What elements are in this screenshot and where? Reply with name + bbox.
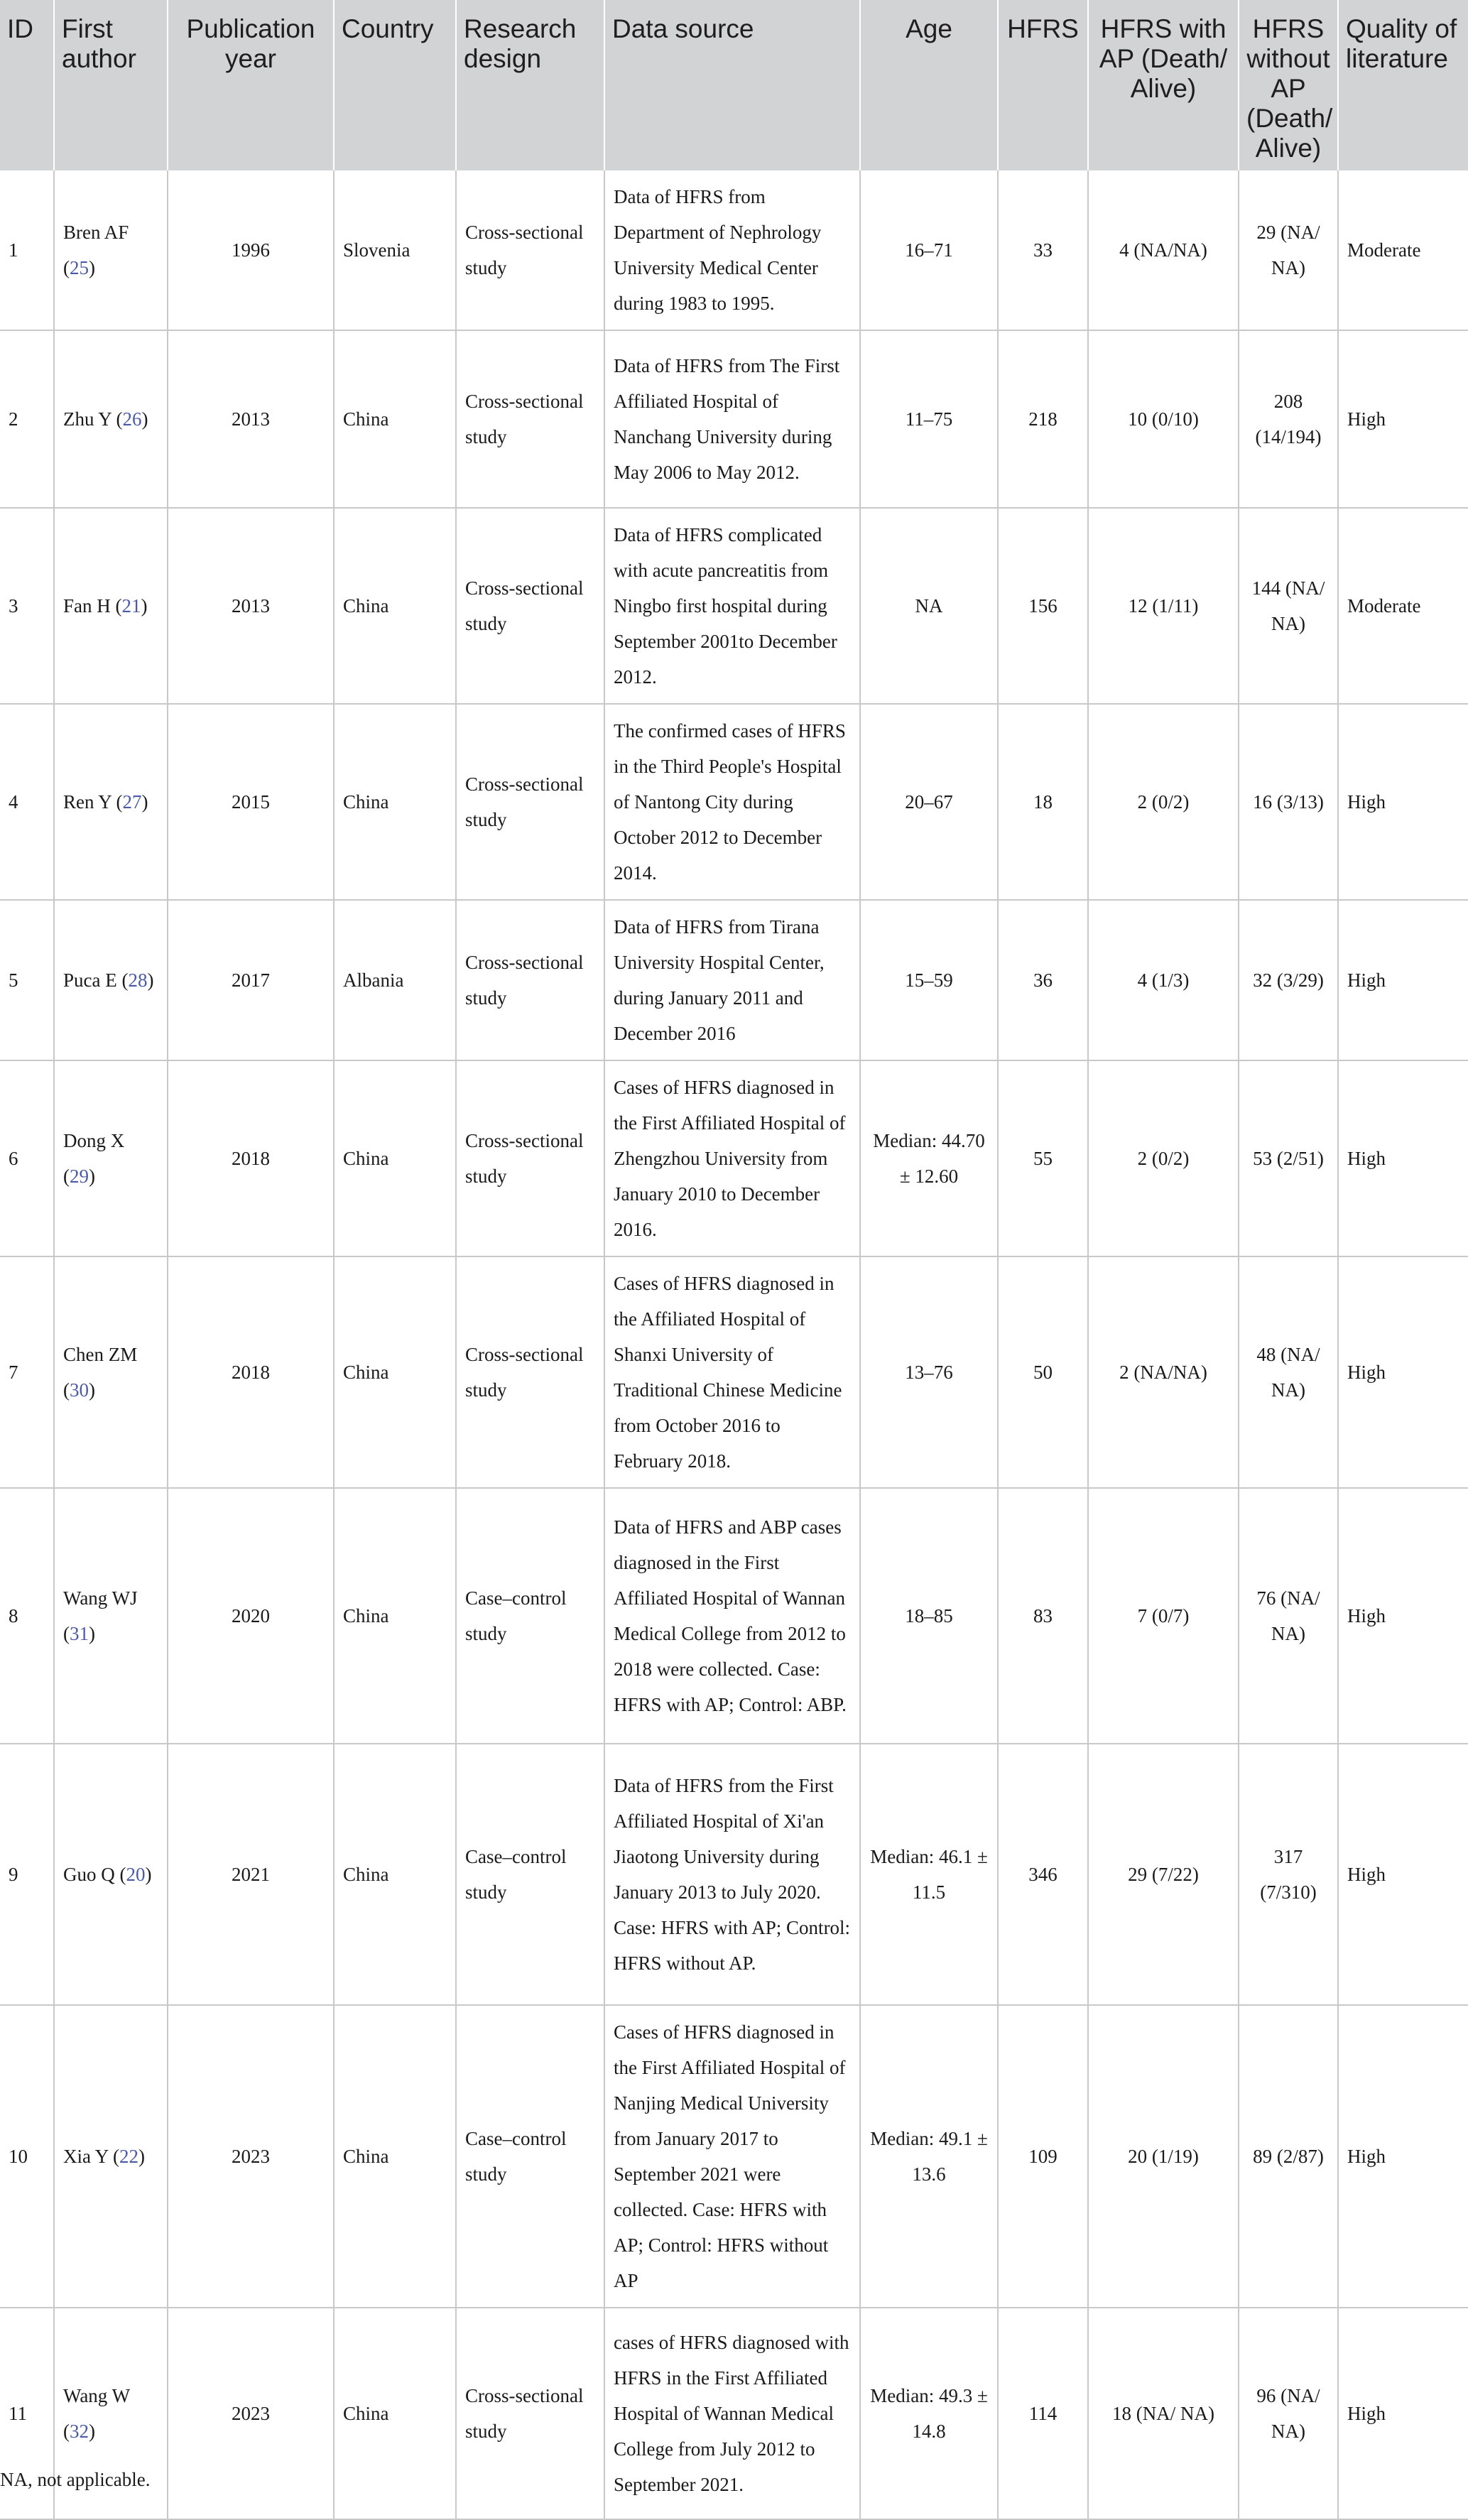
cell-age: Median: 46.1 ± 11.5 xyxy=(860,1744,998,2005)
cell-age: 13–76 xyxy=(860,1256,998,1488)
cell-country: Albania xyxy=(334,900,456,1060)
table-row xyxy=(0,330,1468,508)
cell-without-ap: 29 (NA/ NA) xyxy=(1239,170,1338,330)
cell-year: 2018 xyxy=(168,1256,334,1488)
cell-country: China xyxy=(334,704,456,900)
cell-without-ap: 317 (7/310) xyxy=(1239,1744,1338,2005)
cell-age: 15–59 xyxy=(860,900,998,1060)
header-research-design: Research design xyxy=(456,0,604,170)
cell-with-ap: 10 (0/10) xyxy=(1088,330,1239,508)
cell-id: 6 xyxy=(0,1060,54,1256)
cell-without-ap: 32 (3/29) xyxy=(1239,900,1338,1060)
author-name: Chen ZM xyxy=(63,1344,138,1365)
cell-hfrs: 33 xyxy=(998,170,1088,330)
cell-hfrs: 346 xyxy=(998,1744,1088,2005)
header-id: ID xyxy=(0,0,54,170)
cell-without-ap: 144 (NA/ NA) xyxy=(1239,508,1338,704)
cell-quality: High xyxy=(1338,900,1468,1060)
cell-without-ap: 16 (3/13) xyxy=(1239,704,1338,900)
cell-with-ap: 29 (7/22) xyxy=(1088,1744,1239,2005)
author-name: Wang WJ xyxy=(63,1587,138,1609)
cell-with-ap: 4 (NA/NA) xyxy=(1088,170,1239,330)
cell-country: China xyxy=(334,330,456,508)
cell-design: Case–control study xyxy=(456,2005,604,2308)
cell-hfrs: 36 xyxy=(998,900,1088,1060)
table-row xyxy=(0,170,1468,330)
cell-quality: High xyxy=(1338,1256,1468,1488)
cell-id: 8 xyxy=(0,1488,54,1744)
author-name: Wang W xyxy=(63,2385,130,2406)
cell-year: 2023 xyxy=(168,2308,334,2519)
cell-id: 7 xyxy=(0,1256,54,1488)
cell-source: Data of HFRS from Tirana University Hospital Center, during January 2011 and December 2016 xyxy=(604,900,860,1060)
cell-design: Cross-sectional study xyxy=(456,2308,604,2519)
cell-with-ap: 2 (0/2) xyxy=(1088,1060,1239,1256)
author-name: Bren AF xyxy=(63,222,129,243)
cell-design: Cross-sectional study xyxy=(456,170,604,330)
header-hfrs-with-ap: HFRS with AP (Death/ Alive) xyxy=(1088,0,1239,170)
cell-with-ap: 18 (NA/ NA) xyxy=(1088,2308,1239,2519)
cell-year: 2018 xyxy=(168,1060,334,1256)
author-name: Zhu Y xyxy=(63,408,112,430)
cell-age: 11–75 xyxy=(860,330,998,508)
cell-with-ap: 7 (0/7) xyxy=(1088,1488,1239,1744)
cell-hfrs: 50 xyxy=(998,1256,1088,1488)
cell-quality: Moderate xyxy=(1338,508,1468,704)
cell-source: Cases of HFRS diagnosed in the Affiliated Hospital of Shanxi University of Traditional Chinese Medicine from October 2016 to February 2018. xyxy=(604,1256,860,1488)
cell-country: China xyxy=(334,1060,456,1256)
cell-author: Wang WJ (31) xyxy=(54,1488,168,1744)
cell-age: NA xyxy=(860,508,998,704)
cell-year: 2013 xyxy=(168,508,334,704)
cell-source: Cases of HFRS diagnosed in the First Affiliated Hospital of Nanjing Medical University from January 2017 to September 2021 were collected. Case: HFRS with AP; Control: HFRS without AP xyxy=(604,2005,860,2308)
author-name: Ren Y xyxy=(63,791,112,813)
table-row xyxy=(0,508,1468,704)
table-footnote: NA, not applicable. xyxy=(0,2469,151,2490)
cell-design: Cross-sectional study xyxy=(456,900,604,1060)
cell-year: 2017 xyxy=(168,900,334,1060)
cell-design: Cross-sectional study xyxy=(456,1060,604,1256)
cell-author: Puca E (28) xyxy=(54,900,168,1060)
table-row xyxy=(0,1488,1468,1744)
table-row xyxy=(0,2005,1468,2308)
table-row xyxy=(0,900,1468,1060)
cell-design: Cross-sectional study xyxy=(456,704,604,900)
cell-source: cases of HFRS diagnosed with HFRS in the First Affiliated Hospital of Wannan Medical College from July 2012 to September 2021. xyxy=(604,2308,860,2519)
cell-year: 1996 xyxy=(168,170,334,330)
header-publication-year: Publication year xyxy=(168,0,334,170)
table-row xyxy=(0,1744,1468,2005)
reference-link[interactable]: 26 xyxy=(122,408,142,430)
table-row xyxy=(0,2308,1468,2519)
table-row xyxy=(0,704,1468,900)
reference-link[interactable]: 32 xyxy=(70,2421,89,2442)
cell-year: 2020 xyxy=(168,1488,334,1744)
reference-link[interactable]: 20 xyxy=(126,1864,146,1885)
reference-link[interactable]: 27 xyxy=(122,791,142,813)
cell-source: The confirmed cases of HFRS in the Third People's Hospital of Nantong City during October 2012 to December 2014. xyxy=(604,704,860,900)
cell-source: Data of HFRS and ABP cases diagnosed in the First Affiliated Hospital of Wannan Medical College from 2012 to 2018 were collected. Case: HFRS with AP; Control: ABP. xyxy=(604,1488,860,1744)
cell-quality: Moderate xyxy=(1338,170,1468,330)
header-hfrs-without-ap: HFRS without AP (Death/ Alive) xyxy=(1239,0,1338,170)
cell-id: 10 xyxy=(0,2005,54,2308)
table-row xyxy=(0,1256,1468,1488)
header-first-author: First author xyxy=(54,0,168,170)
cell-author: Bren AF (25) xyxy=(54,170,168,330)
cell-design: Cross-sectional study xyxy=(456,1256,604,1488)
cell-age: Median: 49.1 ± 13.6 xyxy=(860,2005,998,2308)
header-data-source: Data source xyxy=(604,0,860,170)
cell-design: Cross-sectional study xyxy=(456,330,604,508)
cell-id: 11 xyxy=(0,2308,54,2519)
cell-author: Fan H (21) xyxy=(54,508,168,704)
header-row xyxy=(0,0,1468,170)
cell-country: China xyxy=(334,1744,456,2005)
cell-id: 3 xyxy=(0,508,54,704)
cell-country: Slovenia xyxy=(334,170,456,330)
cell-quality: High xyxy=(1338,1060,1468,1256)
cell-author: Dong X (29) xyxy=(54,1060,168,1256)
cell-quality: High xyxy=(1338,1488,1468,1744)
cell-hfrs: 114 xyxy=(998,2308,1088,2519)
cell-hfrs: 83 xyxy=(998,1488,1088,1744)
cell-with-ap: 4 (1/3) xyxy=(1088,900,1239,1060)
cell-hfrs: 218 xyxy=(998,330,1088,508)
table-row xyxy=(0,1060,1468,1256)
cell-year: 2023 xyxy=(168,2005,334,2308)
cell-hfrs: 18 xyxy=(998,704,1088,900)
cell-with-ap: 12 (1/11) xyxy=(1088,508,1239,704)
cell-year: 2021 xyxy=(168,1744,334,2005)
header-country: Country xyxy=(334,0,456,170)
reference-link[interactable]: 31 xyxy=(70,1623,89,1644)
cell-hfrs: 55 xyxy=(998,1060,1088,1256)
cell-age: Median: 44.70 ± 12.60 xyxy=(860,1060,998,1256)
cell-id: 2 xyxy=(0,330,54,508)
author-name: Puca E xyxy=(63,970,117,991)
cell-author: Chen ZM (30) xyxy=(54,1256,168,1488)
cell-id: 4 xyxy=(0,704,54,900)
cell-age: 18–85 xyxy=(860,1488,998,1744)
cell-quality: High xyxy=(1338,330,1468,508)
cell-source: Data of HFRS from The First Affiliated Hospital of Nanchang University during May 2006 to May 2012. xyxy=(604,330,860,508)
cell-quality: High xyxy=(1338,2308,1468,2519)
header-hfrs: HFRS xyxy=(998,0,1088,170)
cell-with-ap: 2 (NA/NA) xyxy=(1088,1256,1239,1488)
cell-author: Wang W (32) xyxy=(54,2308,168,2519)
header-age: Age xyxy=(860,0,998,170)
table-header xyxy=(0,0,1468,170)
cell-country: China xyxy=(334,1256,456,1488)
reference-link[interactable]: 25 xyxy=(70,257,89,278)
author-name: Fan H xyxy=(63,595,111,617)
cell-age: 16–71 xyxy=(860,170,998,330)
cell-with-ap: 20 (1/19) xyxy=(1088,2005,1239,2308)
cell-year: 2013 xyxy=(168,330,334,508)
author-name: Dong X xyxy=(63,1130,125,1151)
cell-design: Cross-sectional study xyxy=(456,508,604,704)
reference-link[interactable]: 30 xyxy=(70,1379,89,1401)
cell-id: 9 xyxy=(0,1744,54,2005)
cell-with-ap: 2 (0/2) xyxy=(1088,704,1239,900)
author-name: Xia Y xyxy=(63,2146,109,2167)
reference-link[interactable]: 28 xyxy=(128,970,148,991)
cell-quality: High xyxy=(1338,2005,1468,2308)
cell-source: Data of HFRS complicated with acute pancreatitis from Ningbo first hospital during September 2001to December 2012. xyxy=(604,508,860,704)
cell-without-ap: 89 (2/87) xyxy=(1239,2005,1338,2308)
cell-without-ap: 208 (14/194) xyxy=(1239,330,1338,508)
cell-design: Case–control study xyxy=(456,1488,604,1744)
cell-source: Data of HFRS from the First Affiliated Hospital of Xi'an Jiaotong University during January 2013 to July 2020. Case: HFRS with AP; Control: HFRS without AP. xyxy=(604,1744,860,2005)
cell-country: China xyxy=(334,508,456,704)
cell-quality: High xyxy=(1338,704,1468,900)
reference-link[interactable]: 29 xyxy=(70,1166,89,1187)
table-body xyxy=(0,170,1468,2519)
cell-source: Cases of HFRS diagnosed in the First Affiliated Hospital of Zhengzhou University from January 2010 to December 2016. xyxy=(604,1060,860,1256)
cell-id: 5 xyxy=(0,900,54,1060)
cell-age: 20–67 xyxy=(860,704,998,900)
cell-author: Guo Q (20) xyxy=(54,1744,168,2005)
cell-year: 2015 xyxy=(168,704,334,900)
reference-link[interactable]: 22 xyxy=(119,2146,138,2167)
cell-quality: High xyxy=(1338,1744,1468,2005)
cell-author: Ren Y (27) xyxy=(54,704,168,900)
cell-author: Xia Y (22) xyxy=(54,2005,168,2308)
cell-without-ap: 76 (NA/ NA) xyxy=(1239,1488,1338,1744)
cell-without-ap: 96 (NA/ NA) xyxy=(1239,2308,1338,2519)
cell-country: China xyxy=(334,2308,456,2519)
cell-without-ap: 48 (NA/ NA) xyxy=(1239,1256,1338,1488)
reference-link[interactable]: 21 xyxy=(121,595,141,617)
cell-hfrs: 109 xyxy=(998,2005,1088,2308)
header-quality: Quality of literature xyxy=(1338,0,1468,170)
cell-source: Data of HFRS from Department of Nephrology University Medical Center during 1983 to 1995. xyxy=(604,170,860,330)
cell-country: China xyxy=(334,1488,456,1744)
cell-without-ap: 53 (2/51) xyxy=(1239,1060,1338,1256)
cell-age: Median: 49.3 ± 14.8 xyxy=(860,2308,998,2519)
cell-author: Zhu Y (26) xyxy=(54,330,168,508)
cell-country: China xyxy=(334,2005,456,2308)
cell-design: Case–control study xyxy=(456,1744,604,2005)
cell-hfrs: 156 xyxy=(998,508,1088,704)
author-name: Guo Q xyxy=(63,1864,115,1885)
cell-id: 1 xyxy=(0,170,54,330)
